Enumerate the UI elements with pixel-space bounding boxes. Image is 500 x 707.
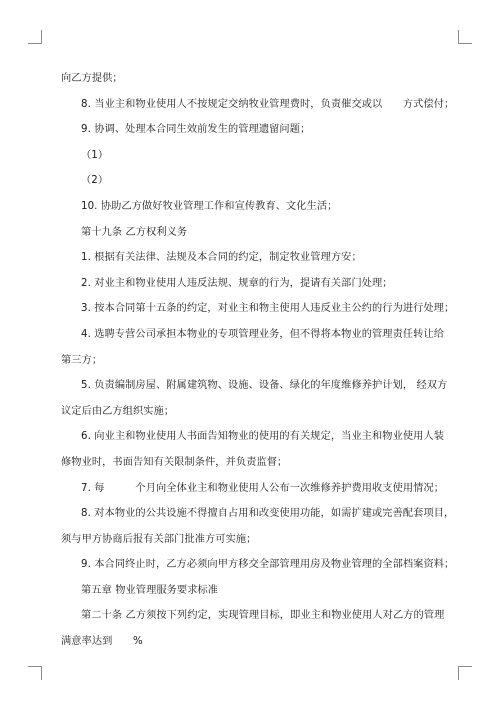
crop-mark-top-right bbox=[458, 30, 472, 44]
text-line: 议定后由乙方组织实施； bbox=[61, 405, 175, 417]
text-line: （2） bbox=[81, 175, 109, 187]
text-line: 4. 选聘专营公司承担本物业的专项管理业务，但不得将本物业的管理责任转让给 bbox=[81, 328, 445, 340]
crop-mark-bottom-left bbox=[28, 666, 42, 680]
text-line: 修物业时，书面告知有关限制条件，并负责监督； bbox=[61, 456, 288, 468]
text-line: 第三方； bbox=[61, 354, 103, 366]
text-line: 8. 对本物业的公共设施不得擅自占用和改变使用功能，如需扩建或完善配套项目， bbox=[81, 508, 455, 520]
crop-mark-top-left bbox=[28, 30, 42, 44]
text-line: 1. 根据有关法律、法规及本合同的约定，制定牧业管理方安； bbox=[81, 252, 362, 264]
text-line: 第二十条 乙方须按下列约定，实现管理目标，即业主和物业使用人对乙方的管理 bbox=[81, 610, 445, 622]
crop-mark-bottom-right bbox=[458, 666, 472, 680]
text-line: 须与甲方协商后报有关部门批准方可实施； bbox=[61, 533, 257, 545]
document-body bbox=[61, 66, 456, 655]
text-line: 6. 向业主和物业使用人书面告知物业的使用的有关规定，当业主和物业使用人装 bbox=[81, 431, 445, 443]
text-line: （1） bbox=[81, 149, 109, 161]
chapter-heading: 第五章 物业管理服务要求标准 bbox=[81, 584, 219, 596]
text-line: 2. 对业主和物业使用人违反法规、规章的行为，提请有关部门处理； bbox=[81, 277, 393, 289]
text-line: 9. 协调、处理本合同生效前发生的管理遗留问题； bbox=[81, 124, 311, 136]
text-line: 7. 每 个月向全体业主和物业使用人公布一次维修养护费用收支使用情况； bbox=[81, 482, 445, 494]
text-line: 10. 协助乙方做好牧业管理工作和宣传教育、文化生活； bbox=[81, 200, 338, 212]
section-heading: 第十九条 乙方权利义务 bbox=[81, 226, 188, 238]
text-line: 3. 按本合同第十五条的约定，对业主和物主使用人违反业主公约的行为进行处理； bbox=[81, 303, 455, 315]
text-line: 满意率达到 % bbox=[61, 636, 143, 648]
text-line: 5. 负责编制房屋、附属建筑物、设施、设备、绿化的年度维修养护计划， 经双方 bbox=[81, 380, 448, 392]
text-line: 9. 本合同终止时，乙方必须向甲方移交全部管理用房及物业管理的全部档案资料； bbox=[81, 559, 455, 571]
text-line: 向乙方提供； bbox=[61, 73, 123, 84]
text-line: 8. 当业主和物业使用人不按规定交纳牧业管理费时，负责催交或以 方式偿付； bbox=[81, 98, 455, 110]
